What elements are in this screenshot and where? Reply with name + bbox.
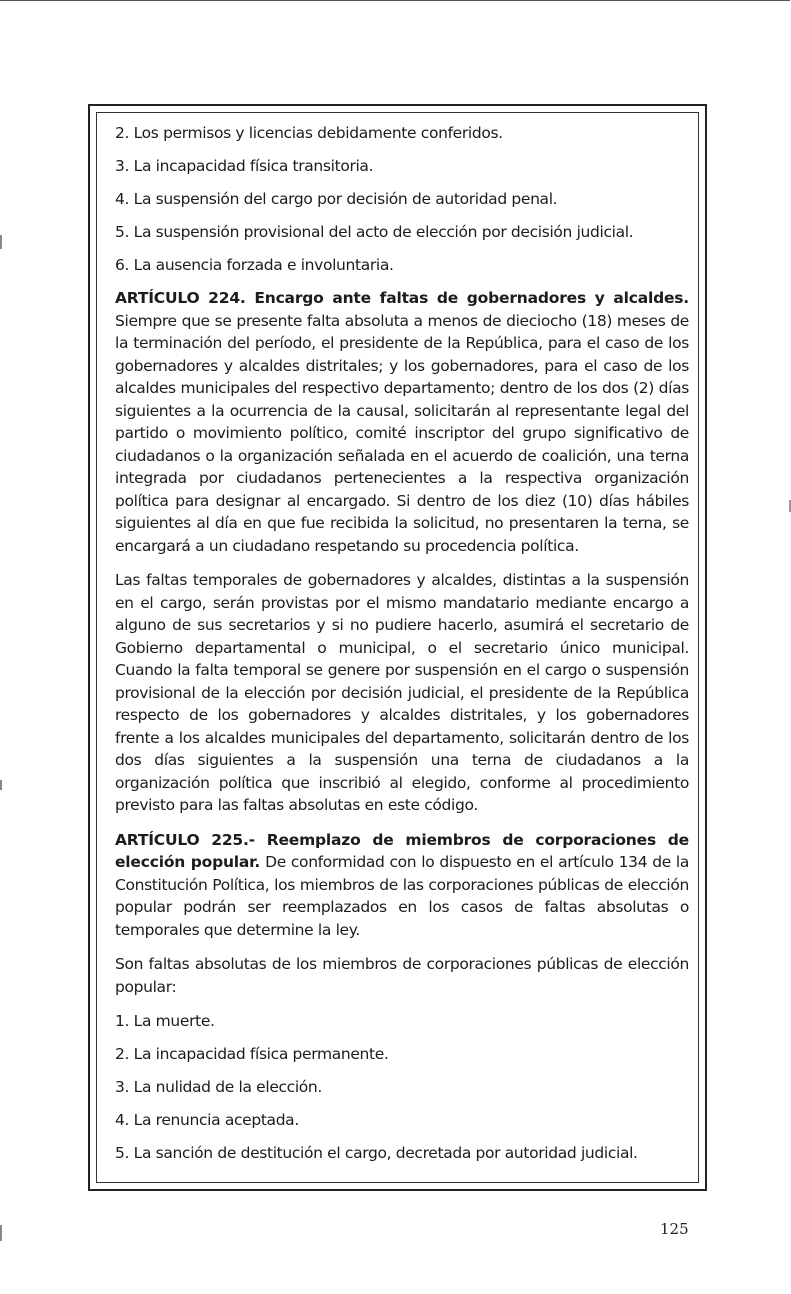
list-item: 3. La nulidad de la elección. [115,1078,322,1096]
document-content [115,122,689,1175]
article-224-body: Siempre que se presente falta absoluta a menos de dieciocho (18) meses de la terminación del período, el presidente de la República, para el caso de los gobernadores y alcaldes distritales; y los gobernadores, para el caso de los alcaldes municipales del respectivo departamento; dentro de los dos (2) días siguientes a la ocurrencia de la causal, solicitarán al representante legal del partido o movimiento político, comité inscriptor del grupo significativo de ciudadanos o la organización señalada en el acuerdo de coalición, una terna integrada por ciudadanos pertenecientes a la respectiva organización política para designar al encargado. Si dentro de los diez (10) días hábiles siguientes al día en que fue recibida la solicitud, no presentaren la terna, se encargará a un ciudadano respetando su procedencia política. [115,311,689,555]
list-item: 4. La renuncia aceptada. [115,1111,299,1129]
scan-edge-mark [0,1225,2,1241]
list-item: 2. Los permisos y licencias debidamente conferidos. [115,124,503,142]
list-item: 5. La sanción de destitución el cargo, decretada por autoridad judicial. [115,1144,638,1162]
list-item: 5. La suspensión provisional del acto de elección por decisión judicial. [115,223,634,241]
list-item: 6. La ausencia forzada e involuntaria. [115,256,394,274]
paragraph-faltas-absolutas: Son faltas absolutas de los miembros de corporaciones públicas de elección popular: [115,955,689,996]
list-item: 4. La suspensión del cargo por decisión de autoridad penal. [115,190,558,208]
article-225-heading: ARTÍCULO 225.- Reemplazo de miembros de corporaciones de elección popular. [115,830,689,871]
list-item: 1. La muerte. [115,1012,215,1030]
article-225-body: De conformidad con lo dispuesto en el artículo 134 de la Constitución Política, los miembros de las corporaciones públicas de elección popular podrán ser reemplazados en los casos de faltas absolutas o temporales que determine la ley. [115,853,689,939]
article-224-heading: ARTÍCULO 224. Encargo ante faltas de gobernadores y alcaldes. [115,289,689,307]
article-224 [115,287,689,557]
scan-edge-line [0,0,790,1]
scan-edge-mark [0,780,2,790]
page-number: 125 [660,1220,689,1238]
article-225 [115,829,689,942]
list-item: 2. La incapacidad física permanente. [115,1045,389,1063]
list-item: 3. La incapacidad física transitoria. [115,157,374,175]
paragraph-faltas-temporales: Las faltas temporales de gobernadores y alcaldes, distintas a la suspensión en el cargo, serán provistas por el mismo mandatario mediante encargo a alguno de sus secretarios y si no pudiere hacerlo, asumirá el secretario de Gobierno departamental o municipal, o el secretario único municipal. Cuando la falta temporal se genere por suspensión en el cargo o suspensión provisional de la elección por decisión judicial, el presidente de la República respecto de los gobernadores y alcaldes distritales, y los gobernadores frente a los alcaldes municipales del departamento, solicitarán dentro de los dos días siguientes a la suspensión una terna de ciudadanos a la organización política que inscribió al elegido, conforme al procedimiento previsto para las faltas absolutas en este código. [115,571,689,814]
scan-edge-mark [0,235,2,249]
